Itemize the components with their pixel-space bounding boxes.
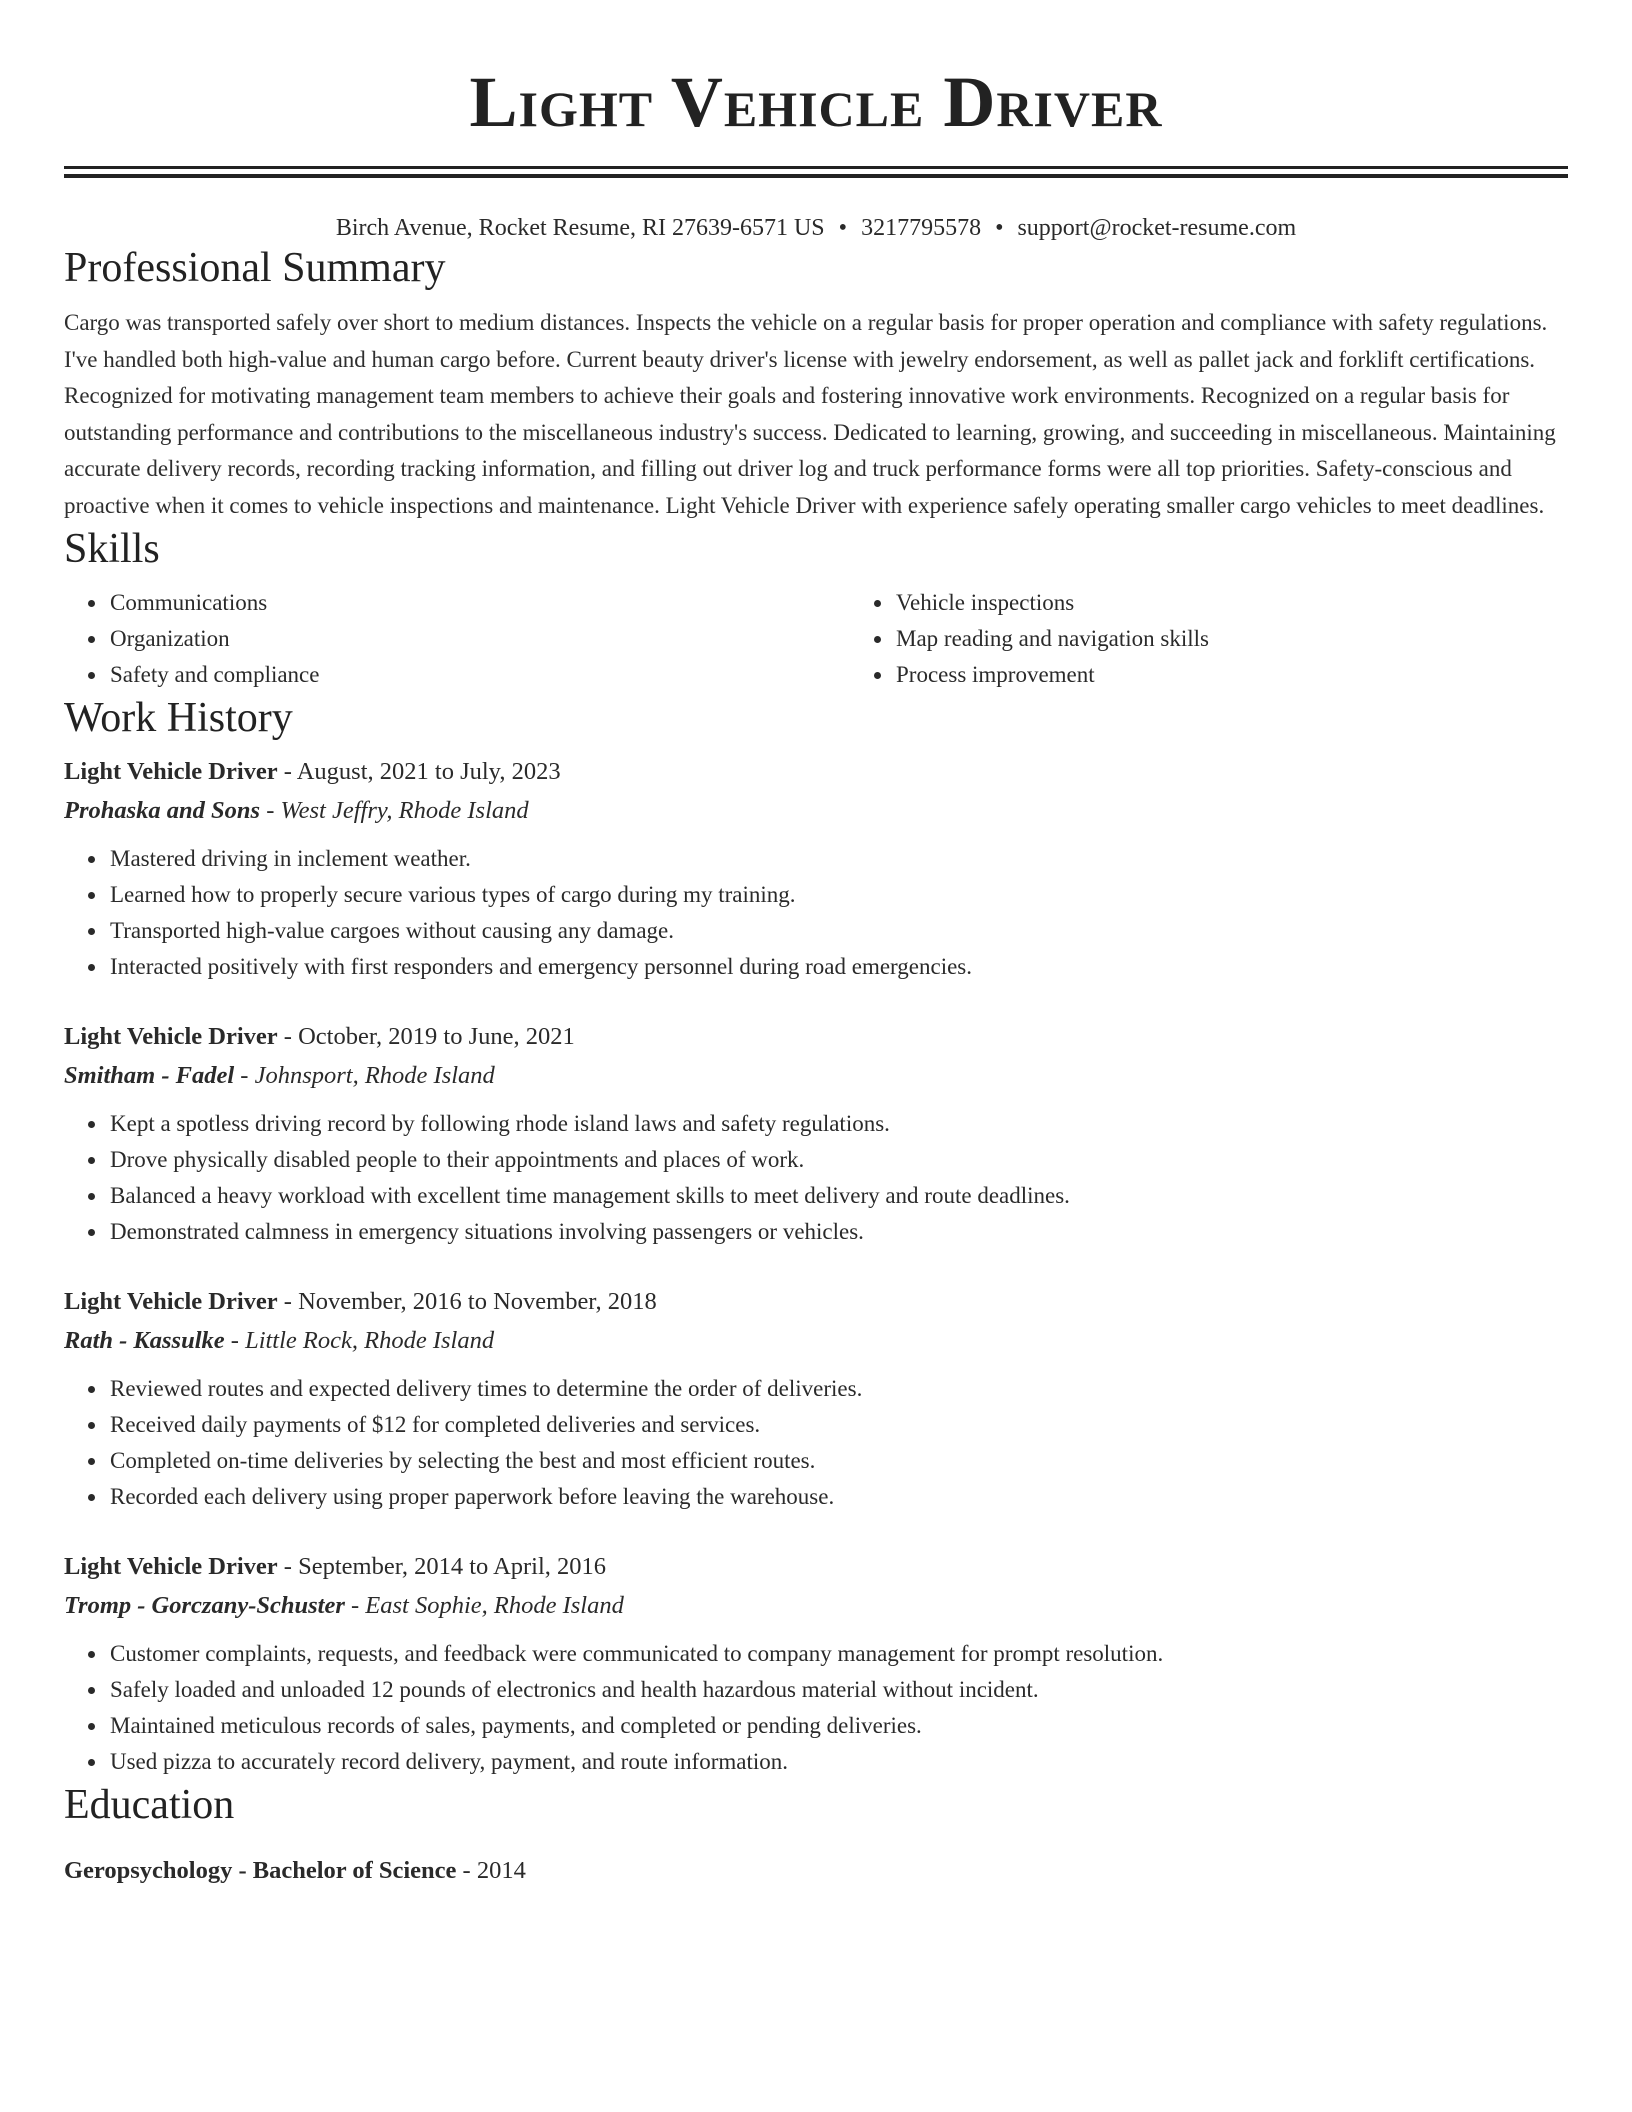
- skill-item: • Communications: [108, 585, 850, 621]
- job-entry: [64, 1018, 1568, 1250]
- job-bullet: • Safely loaded and unloaded 12 pounds of electronics and health hazardous material without incident.: [108, 1672, 1568, 1708]
- job-bullets: [64, 1636, 1568, 1780]
- education-degree: Geropsychology - Bachelor of Science: [64, 1857, 457, 1885]
- job-bullet: • Completed on-time deliveries by selecting the best and most efficient routes.: [108, 1443, 1568, 1479]
- job-bullet: • Recorded each delivery using proper paperwork before leaving the warehouse.: [108, 1479, 1568, 1515]
- job-bullets: [64, 841, 1568, 985]
- job-employer: [64, 791, 1568, 831]
- job-header: [64, 1548, 1568, 1586]
- job-dates: - October, 2019 to June, 2021: [277, 1022, 575, 1050]
- job-bullet: • Used pizza to accurately record delivery, payment, and route information.: [108, 1744, 1568, 1780]
- skills-list: [64, 585, 1568, 693]
- job-dates: - August, 2021 to July, 2023: [277, 757, 561, 785]
- contact-line: [64, 214, 1568, 243]
- skill-item: • Map reading and navigation skills: [894, 621, 1568, 657]
- job-bullets: [64, 1371, 1568, 1515]
- job-spacer: [64, 985, 1568, 1018]
- job-role: Light Vehicle Driver: [64, 1022, 278, 1050]
- job-header: [64, 753, 1568, 791]
- job-role: Light Vehicle Driver: [64, 757, 278, 785]
- job-employer: [64, 1321, 1568, 1361]
- job-spacer: [64, 1250, 1568, 1283]
- job-entry: [64, 753, 1568, 985]
- education-year: - 2014: [456, 1857, 526, 1885]
- contact-separator: •: [995, 215, 1004, 241]
- job-bullet: • Demonstrated calmness in emergency situations involving passengers or vehicles.: [108, 1214, 1568, 1250]
- skills-heading: Skills: [64, 526, 160, 573]
- job-location: - Johnsport, Rhode Island: [234, 1061, 495, 1089]
- job-company: Rath - Kassulke: [64, 1326, 225, 1354]
- contact-email: support@rocket-resume.com: [1017, 215, 1297, 241]
- contact-separator: •: [838, 215, 848, 241]
- summary-text: Cargo was transported safely over short to medium distances. Inspects the vehicle on a regular basis for proper operation and compliance with safety regulations. I've handled both high-value and human cargo before. Current beauty driver's license with jewelry endorsement, as well as pallet jack and forklift certifications. Recognized for motivating management team members to achieve their goals and fostering innovative work environments. Recognized on a regular basis for outstanding performance and contributions to the miscellaneous industry's success. Dedicated to learning, growing, and succeeding in miscellaneous. Maintaining accurate delivery records, recording tracking information, and filling out driver log and truck performance forms were all top priorities. Safety-conscious and proactive when it comes to vehicle inspections and maintenance. Light Vehicle Driver with experience safely operating smaller cargo vehicles to meet deadlines.: [64, 310, 1556, 518]
- job-bullet: • Balanced a heavy workload with excellent time management skills to meet delivery and route deadlines.: [108, 1178, 1568, 1214]
- skill-item: • Process improvement: [894, 657, 1568, 693]
- job-header: [64, 1283, 1568, 1321]
- job-bullet: • Interacted positively with first responders and emergency personnel during road emergencies.: [108, 949, 1568, 985]
- job-location: - West Jeffry, Rhode Island: [260, 796, 529, 824]
- job-role: Light Vehicle Driver: [64, 1287, 278, 1315]
- education-heading: Education: [64, 1781, 235, 1828]
- skill-item: • Safety and compliance: [108, 657, 850, 693]
- job-bullet: • Reviewed routes and expected delivery times to determine the order of deliveries.: [108, 1371, 1568, 1407]
- job-employer: [64, 1056, 1568, 1096]
- job-dates: - November, 2016 to November, 2018: [277, 1287, 657, 1315]
- education-entry: [64, 1852, 1568, 1890]
- job-company: Tromp - Gorczany-Schuster: [64, 1591, 345, 1619]
- skill-item: • Vehicle inspections: [894, 585, 1568, 621]
- job-header: [64, 1018, 1568, 1056]
- job-location: - East Sophie, Rhode Island: [344, 1591, 624, 1619]
- job-entry: [64, 1283, 1568, 1515]
- job-bullet: • Kept a spotless driving record by following rhode island laws and safety regulations.: [108, 1106, 1568, 1142]
- job-bullet: • Received daily payments of $12 for completed deliveries and services.: [108, 1407, 1568, 1443]
- job-employer: [64, 1586, 1568, 1626]
- work-history-heading: Work History: [64, 694, 293, 741]
- job-dates: - September, 2014 to April, 2016: [277, 1552, 607, 1580]
- job-bullet: • Transported high-value cargoes without causing any damage.: [108, 913, 1568, 949]
- job-entry: [64, 1548, 1568, 1780]
- candidate-name: Light Vehicle Driver: [469, 62, 1163, 142]
- skills-column-right: [850, 585, 1568, 693]
- job-company: Smitham - Fadel: [64, 1061, 235, 1089]
- skills-column-left: [64, 585, 850, 693]
- job-bullet: • Mastered driving in inclement weather.: [108, 841, 1568, 877]
- job-bullets: [64, 1106, 1568, 1250]
- skill-item: • Organization: [108, 621, 850, 657]
- job-location: - Little Rock, Rhode Island: [224, 1326, 495, 1354]
- job-bullet: • Maintained meticulous records of sales, payments, and completed or pending deliveries.: [108, 1708, 1568, 1744]
- job-bullet: • Drove physically disabled people to their appointments and places of work.: [108, 1142, 1568, 1178]
- contact-address: Birch Avenue, Rocket Resume, RI 27639-6571 US: [335, 215, 825, 241]
- job-company: Prohaska and Sons: [64, 796, 261, 824]
- job-spacer: [64, 1515, 1568, 1548]
- contact-phone: 3217795578: [861, 215, 982, 241]
- header-divider: [64, 166, 1568, 178]
- job-bullet: • Learned how to properly secure various types of cargo during my training.: [108, 877, 1568, 913]
- job-bullet: • Customer complaints, requests, and feedback were communicated to company management for prompt resolution.: [108, 1636, 1568, 1672]
- job-role: Light Vehicle Driver: [64, 1552, 278, 1580]
- summary-heading: Professional Summary: [64, 244, 446, 291]
